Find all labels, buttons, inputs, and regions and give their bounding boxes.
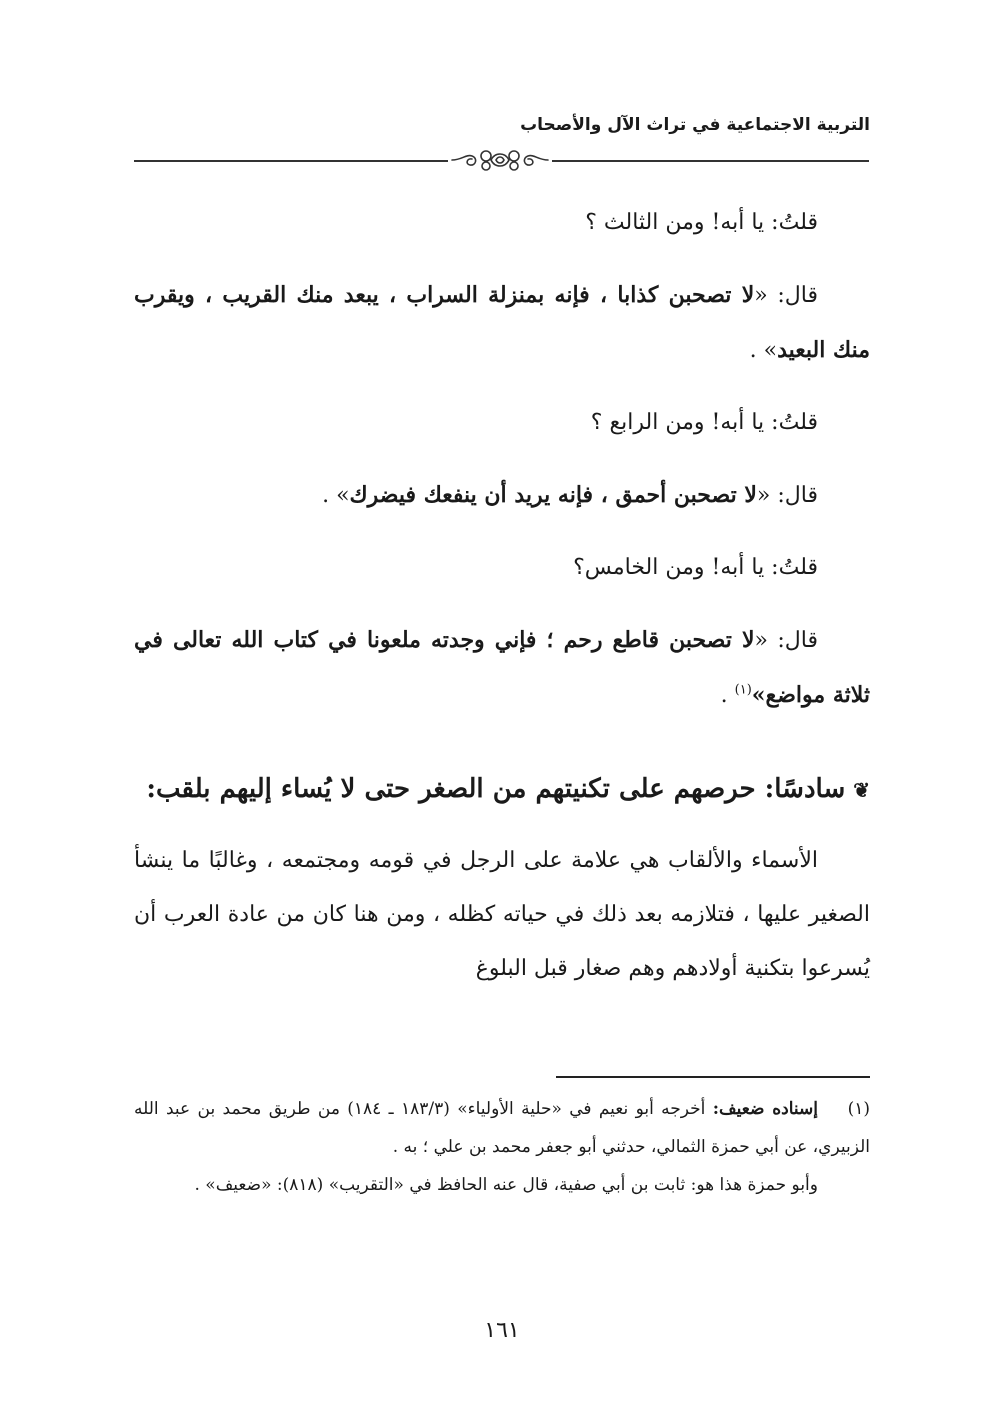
fleuron-icon: ❦ [853, 778, 870, 802]
section-heading [134, 763, 870, 816]
footnote-label: إسناده ضعيف: [712, 1099, 818, 1119]
decorative-scroll-ornament-icon [448, 144, 552, 176]
footnote-reference[interactable]: (١) [734, 682, 752, 698]
answer-quote: لا تصحبن كذابا ، فإنه بمنزلة السراب ، يبعد منك القريب ، ويقرب منك البعيد [134, 282, 870, 363]
dialogue-answer-5 [134, 613, 870, 723]
answer-quote: لا تصحبن قاطع رحم ؛ فإني وجدته ملعونا في كتاب الله تعالى في ثلاثة مواضع [134, 627, 870, 708]
footnote-rule [556, 1076, 870, 1078]
answer-close-quote: » [751, 682, 766, 708]
dialogue-answer-4 [134, 468, 870, 523]
answer-quote: لا تصحبن أحمق ، فإنه يريد أن ينفعك فيضرك [349, 482, 757, 508]
answer-intro: قال: « [756, 483, 818, 508]
page-number: ١٦١ [484, 1318, 520, 1343]
dialogue-question-3: قلتُ: يا أبه! ومن الثالث ؟ [585, 210, 818, 235]
answer-close: » . [749, 338, 778, 363]
dialogue-question-4: قلتُ: يا أبه! ومن الرابع ؟ [590, 410, 818, 435]
main-text [134, 196, 870, 996]
footnote-text: أخرجه أبو نعيم في «حلية الأولياء» (١٨٣/٣ ـ ١٨٤) من طريق محمد بن عبد الله الزبيري، عن أبي حمزة الثمالي، حدثني أبو جعفر محمد بن علي ؛ به . [134, 1099, 870, 1157]
answer-intro: قال: « [754, 628, 818, 653]
footnote-number: (١) [847, 1099, 870, 1119]
answer-intro: قال: « [754, 283, 818, 308]
body-paragraph: الأسماء والألقاب هي علامة على الرجل في قومه ومجتمعه ، وغالبًا ما ينشأ الصغير عليها ، فتلازمه بعد ذلك في حياته كظله ، ومن هنا كان من عادة العرب أن يُسرعوا بتكنية أولادهم وهم صغار قبل البلوغ [134, 848, 870, 981]
dialogue-answer-3 [134, 268, 870, 378]
footnote-1 [134, 1090, 870, 1166]
answer-close: » . [322, 483, 350, 508]
running-header-title: التربية الاجتماعية في تراث الآل والأصحاب [520, 115, 870, 135]
footnotes [134, 1090, 870, 1204]
footnote-1-continuation: وأبو حمزة هذا هو: ثابت بن أبي صفية، قال عنه الحافظ في «التقريب» (٨١٨): «ضعيف» . [194, 1175, 818, 1195]
dialogue-question-5: قلتُ: يا أبه! ومن الخامس؟ [573, 555, 818, 580]
answer-end: . [720, 683, 735, 708]
section-heading-text: سادسًا: حرصهم على تكنيتهم من الصغر حتى لا يُساء إليهم بلقب: [146, 774, 846, 804]
